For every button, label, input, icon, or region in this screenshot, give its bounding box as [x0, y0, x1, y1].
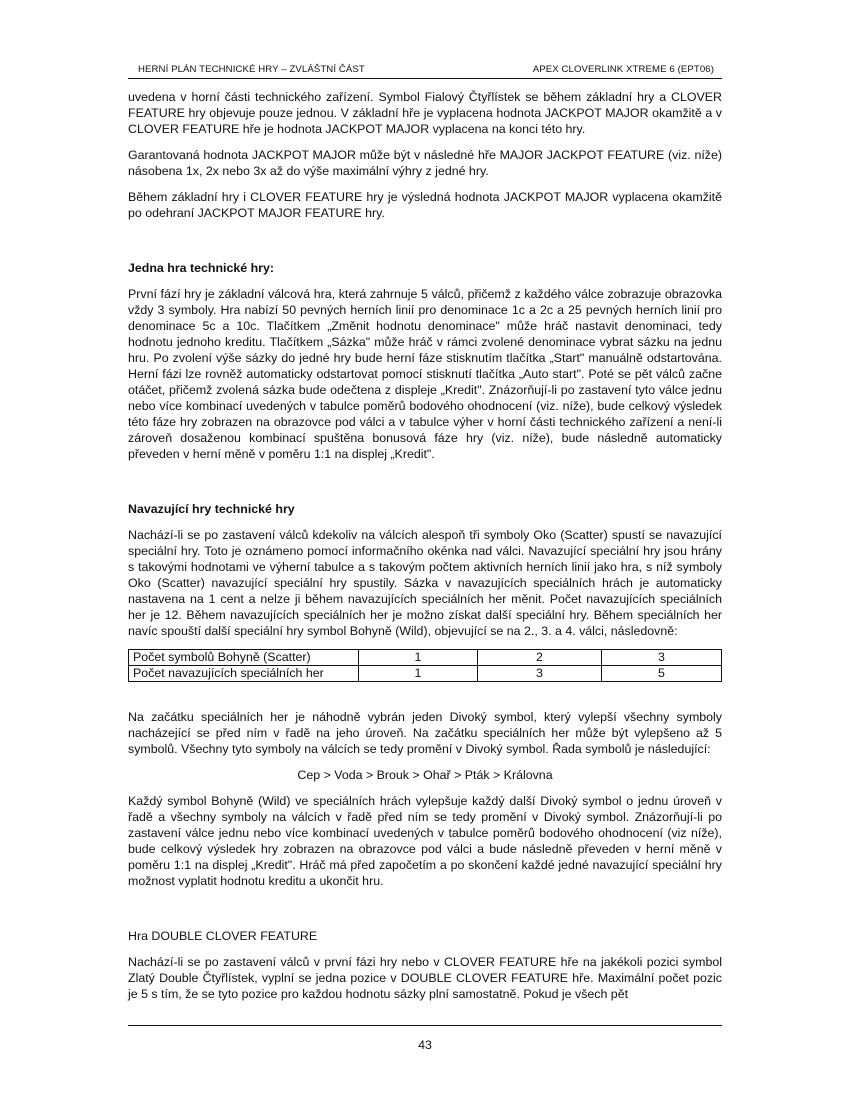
- table-cell: 2: [478, 650, 602, 666]
- intro-paragraph: Během základní hry i CLOVER FEATURE hry je výsledná hodnota JACKPOT MAJOR vyplacena okamžitě po odehraní JACKPOT MAJOR FEATURE hry.: [128, 190, 722, 220]
- section-heading-double-clover: Hra DOUBLE CLOVER FEATURE: [128, 929, 318, 943]
- table-cell: 3: [478, 666, 602, 682]
- bohyne-free-games-table: [128, 649, 722, 682]
- table-row-label: Počet navazujících speciálních her: [129, 666, 359, 682]
- follow-up-paragraph-3: Každý symbol Bohyně (Wild) ve speciálních hrách vylepšuje každý další Divoký symbol o jednu úroveň v řadě a všechny symboly na válcích v řadě před ním se tedy promění v Divoký symbol. Znázorňují-li po zastavení válce jednu nebo více kombinací uvedených v tabulce poměrů bodového ohodnocení (viz níže), bude celkový výsledek hry zobrazen na obrazovce pod válci a bude následně převeden v herní měně v poměru 1:1 na displej „Kredit". Hráč má před započetím a po skončení každé jedné navazující speciální hry možnost vyplatit hodnotu kreditu a ukončit hru.: [128, 794, 722, 888]
- page-number: 43: [418, 1038, 432, 1052]
- follow-up-paragraph-2: Na začátku speciálních her je náhodně vybrán jeden Divoký symbol, který vylepší všechny symboly nacházející se před ním v řadě na jeho úroveň. Na začátku speciálních her může být vylepšeno až 5 symbolů. Všechny tyto symboly na válcích se tedy promění v Divoký symbol. Řada symbolů je následující:: [128, 710, 722, 756]
- symbol-order-line: Cep > Voda > Brouk > Ohař > Pták > Královna: [297, 768, 553, 782]
- intro-paragraph: Garantovaná hodnota JACKPOT MAJOR může být v následné hře MAJOR JACKPOT FEATURE (viz. níže) násobena 1x, 2x nebo 3x až do výše maximální výhry z jedné hry.: [128, 148, 722, 178]
- table-cell: 1: [359, 666, 478, 682]
- running-header: [128, 62, 722, 78]
- table-cell: 1: [359, 650, 478, 666]
- footer-divider: [128, 1025, 722, 1026]
- follow-up-paragraph: Nachází-li se po zastavení válců kdekoliv na válcích alespoň tři symboly Oko (Scatter) spustí se navazující speciální hry. Toto je oznámeno pomocí informačního okénka nad válci. Navazující speciální hry jsou hrány s takovými hodnotami ve výherní tabulce a s takovým počtem aktivních herních linií jako hra, s níž symboly Oko (Scatter) navazující speciální hry spustily. Sázka v navazujících speciálních hrách je automaticky nastavena na 1 cent a nelze ji během navazujících speciálních her měnit. Počet navazujících speciálních her je 12. Během navazujících speciálních her je možno získat další speciální hry. Během speciálních her navíc spouští další speciální hry symbol Bohyně (Wild), objevující se na 2., 3. a 4. válci, následovně:: [128, 528, 722, 638]
- page-body: [128, 89, 722, 1012]
- header-left-title: HERNÍ PLÁN TECHNICKÉ HRY – ZVLÁŠTNÍ ČÁST: [138, 64, 365, 75]
- section-spacer: [128, 231, 722, 260]
- table-cell: 5: [602, 666, 722, 682]
- section-heading-single-game: Jedna hra technické hry:: [128, 261, 274, 275]
- section-heading-follow-up-games: Navazující hry technické hry: [128, 502, 295, 516]
- single-game-paragraph: První fází hry je základní válcová hra, která zahrnuje 5 válců, přičemž z každého válce zobrazuje obrazovka vždy 3 symboly. Hra nabízí 50 pevných herních linií pro denominace 1c a 2c a 25 pevných herních linií pro denominace 5c a 10c. Tlačítkem „Změnit hodnotu denominace" může hráč nastavit denominaci, tedy hodnotu jednoho kreditu. Tlačítkem „Sázka" může hráč v rámci zvolené denominace vybrat sázku na jednu hru. Po zvolení výše sázky do jedné hry bude herní fáze stisknutím tlačítka „Start" manuálně odstartována. Herní fázi lze rovněž automaticky odstartovat pomocí stisknutí tlačítka „Auto start". Poté se pět válců začne otáčet, přičemž zvolená sázka bude odečtena z displeje „Kredit". Znázorňují-li po zastavení tyto válce jednu nebo více kombinací uvedených v tabulce poměrů bodového ohodnocení (viz. níže), bude celkový výsledek této fáze hry zobrazen na obrazovce pod válci a v tabulce výher v horní části technického zařízení a není-li zároveň dosaženou kombinací spuštěna bonusová fáze hry (viz. níže), bude následně automaticky převeden v herní měně v poměru 1:1 na displej „Kredit".: [128, 287, 722, 461]
- table-row: [129, 650, 722, 666]
- double-clover-paragraph: Nachází-li se po zastavení válců v první fázi hry nebo v CLOVER FEATURE hře na jakékoli pozici symbol Zlatý Double Čtyřlístek, vyplní se jedna pozice v DOUBLE CLOVER FEATURE hře. Maximální počet pozic je 5 s tím, že se tyto pozice pro každou hodnotu sázky plní samostatně. Pokud je všech pět: [128, 955, 722, 1001]
- table-row-label: Počet symbolů Bohyně (Scatter): [129, 650, 359, 666]
- table-row: [129, 666, 722, 682]
- header-divider: [128, 78, 722, 79]
- section-spacer: [128, 899, 722, 928]
- intro-paragraph: uvedena v horní části technického zařízení. Symbol Fialový Čtyřlístek se během základní hry a CLOVER FEATURE hry objevuje pouze jednou. V základní hře je vyplacena hodnota JACKPOT MAJOR okamžitě a v CLOVER FEATURE hře je hodnota JACKPOT MAJOR vyplacena na konci této hry.: [128, 90, 722, 136]
- section-spacer: [128, 472, 722, 501]
- header-right-title: APEX CLOVERLINK XTREME 6 (EPT06): [532, 64, 714, 75]
- table-cell: 3: [602, 650, 722, 666]
